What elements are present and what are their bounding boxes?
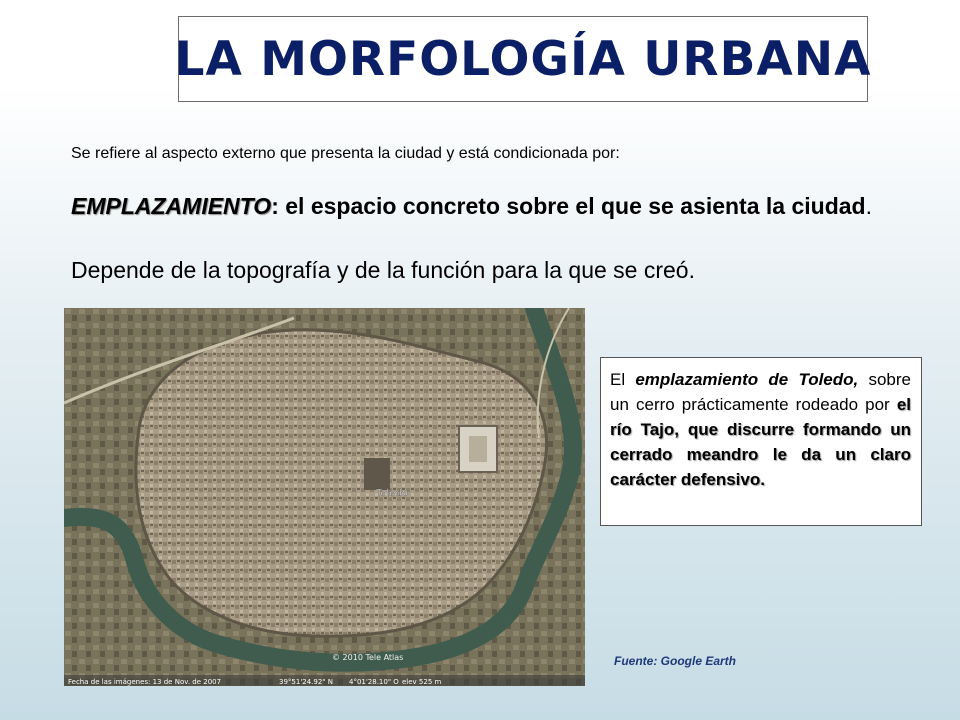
toledo-aerial-photo <box>64 308 585 686</box>
callout-emphasis: emplazamiento de Toledo, <box>635 370 859 389</box>
map-image-date: Fecha de las imágenes: 13 de Nov. de 2007 <box>68 678 222 686</box>
callout-part-1: El <box>610 370 636 389</box>
map-copyright: © 2010 Tele Atlas <box>332 653 404 662</box>
intro-text: Se refiere al aspecto externo que presenta la ciudad y está condicionada por: <box>71 145 620 162</box>
aerial-image <box>64 308 585 686</box>
alcazar-court <box>469 436 487 462</box>
callout-highlight: el río Tajo, que discurre formando un cerrado meandro le da un claro carácter defensivo. <box>610 395 911 489</box>
definition-text: el espacio concreto sobre el que se asienta la ciudad <box>278 193 866 219</box>
title-box <box>174 16 872 102</box>
definition-paragraph <box>71 191 937 222</box>
map-longitude: 4°01'28.10" O <box>349 678 399 686</box>
callout-part-3: sobre un cerro prácticamente rodeado por <box>610 370 911 414</box>
image-source: Fuente: Google Earth <box>614 654 737 668</box>
toledo-callout <box>600 357 922 526</box>
definition-period: . <box>865 193 872 219</box>
cathedral <box>364 458 390 490</box>
definition-term: EMPLAZAMIENTO <box>71 193 272 219</box>
map-latitude: 39°51'24.92" N <box>279 678 333 686</box>
definition-colon: : <box>271 193 279 219</box>
map-place-label: Toledo <box>376 488 408 499</box>
map-elevation: elev 525 m <box>402 678 442 686</box>
page-title: LA MORFOLOGÍA URBANA <box>174 31 872 87</box>
depends-text: Depende de la topografía y de la función para la que se creó. <box>71 257 695 283</box>
